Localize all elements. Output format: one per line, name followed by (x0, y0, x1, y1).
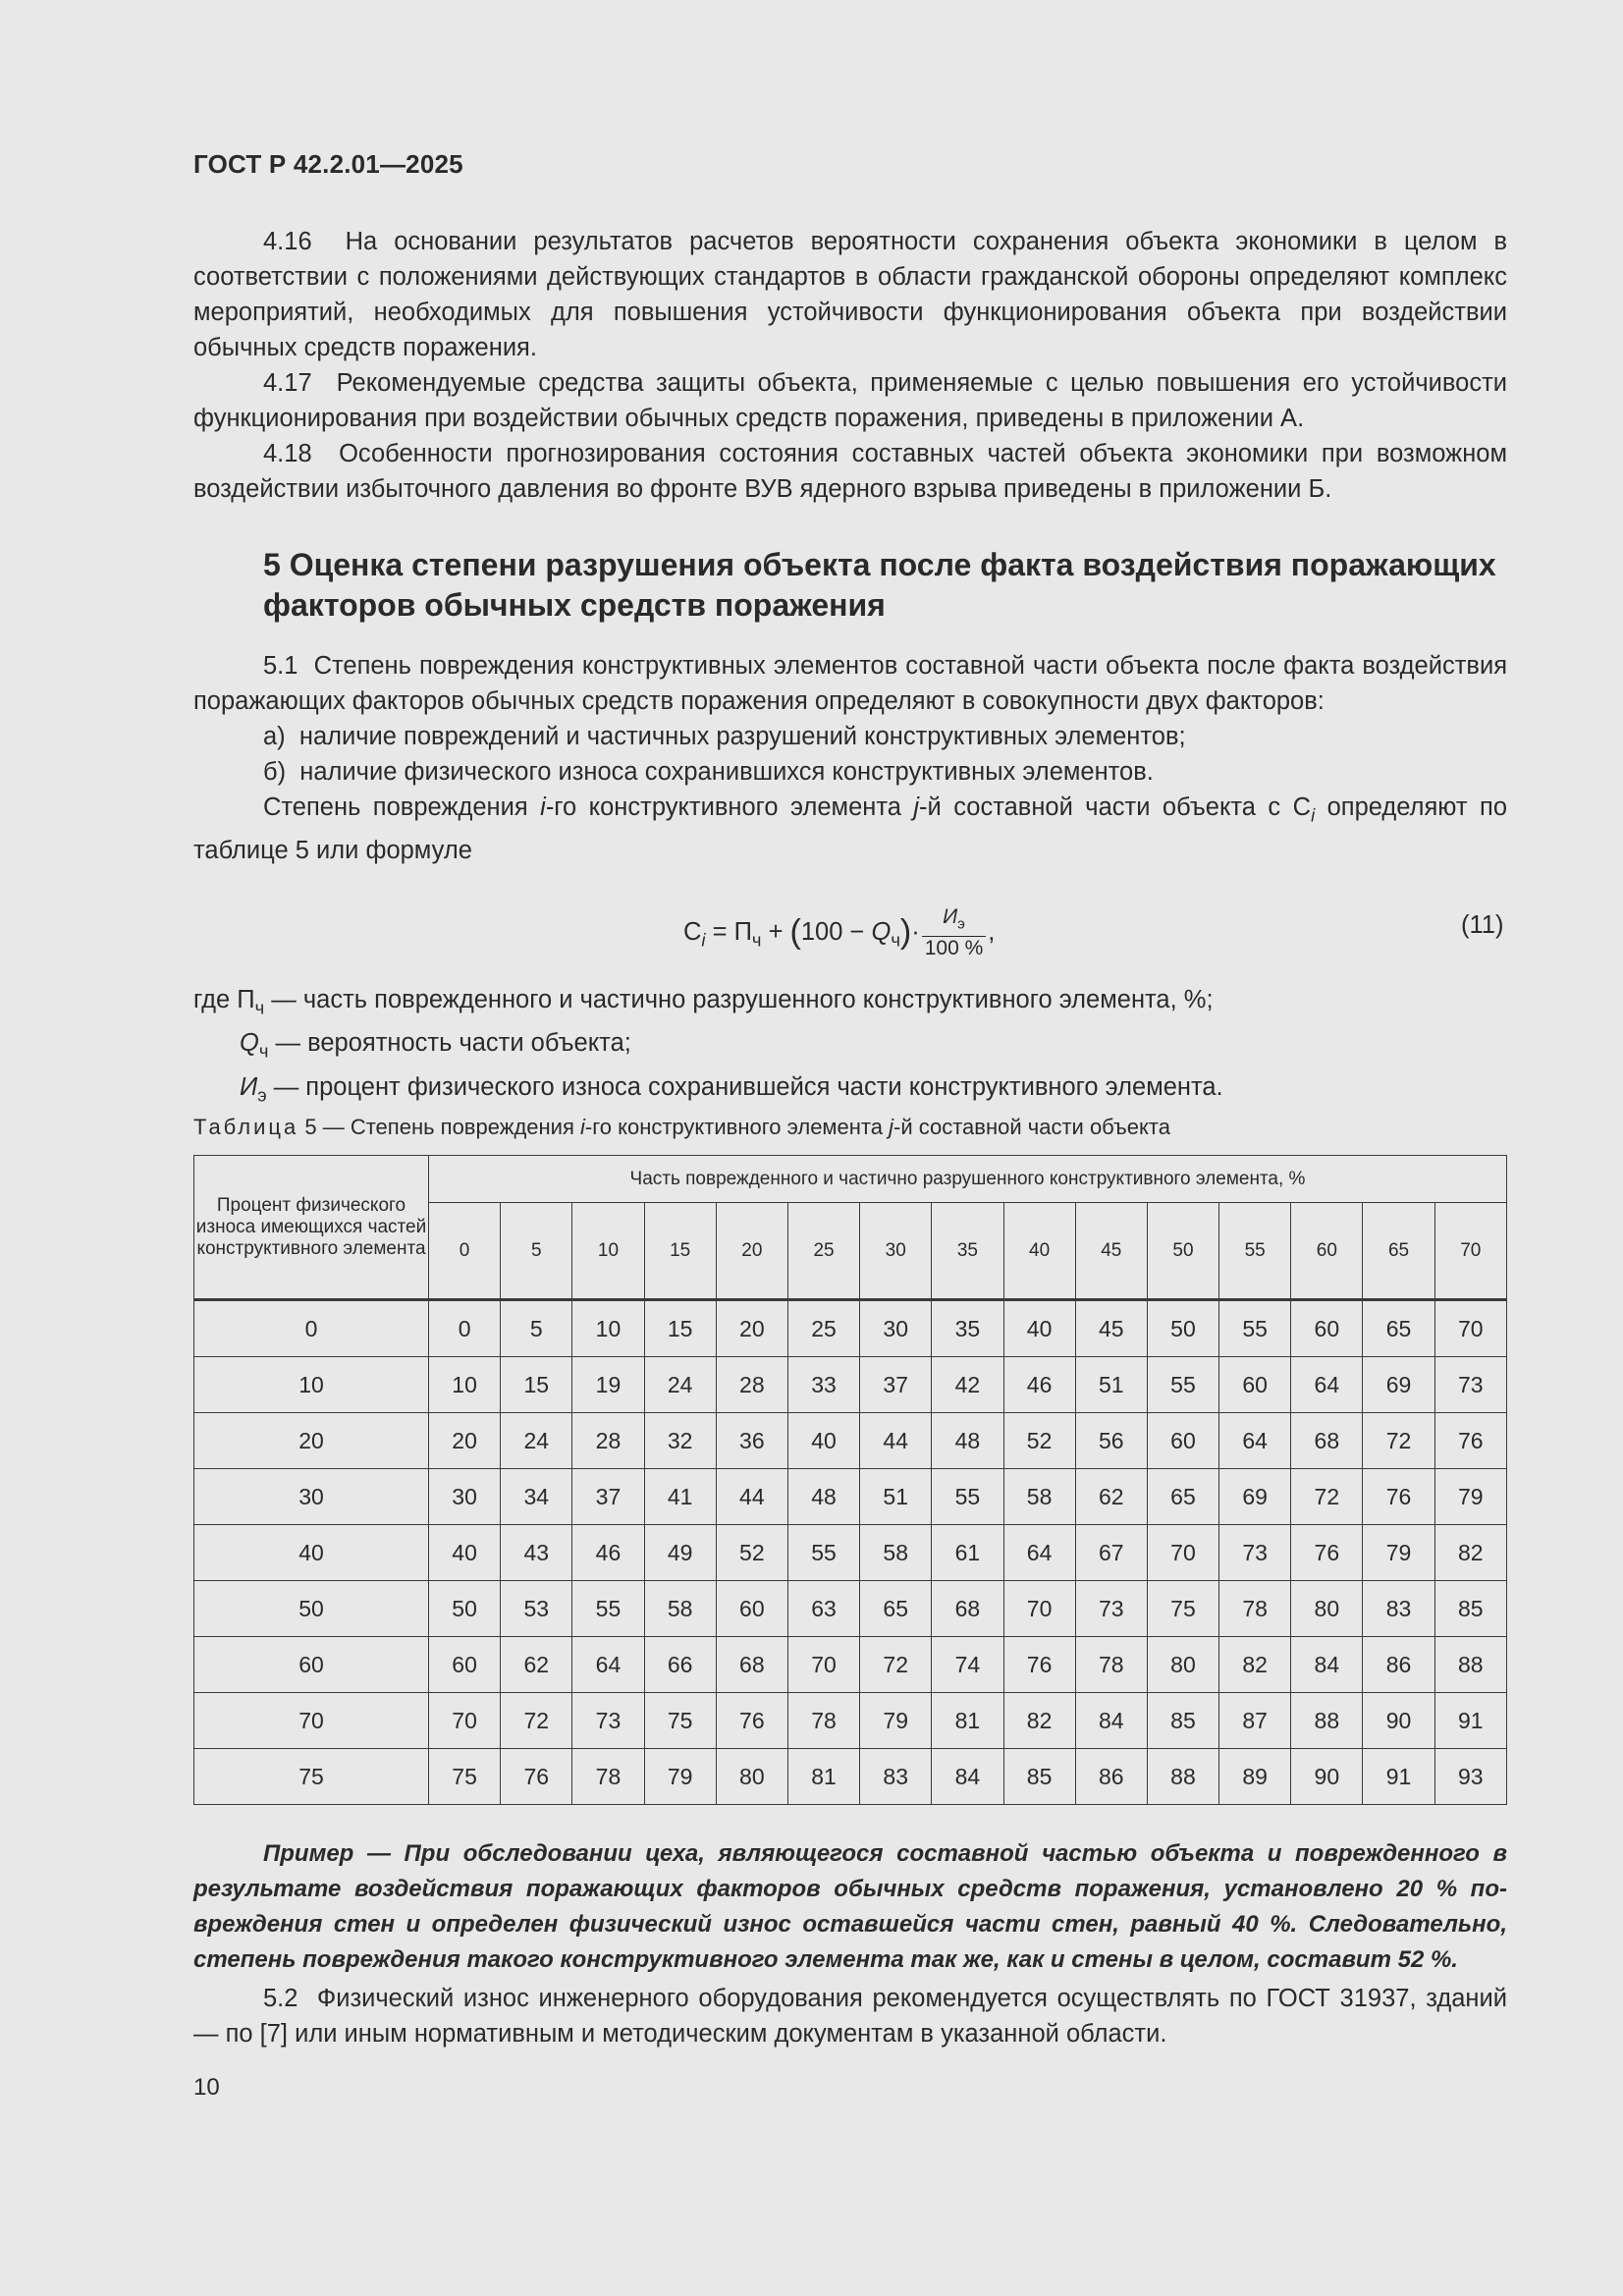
table-cell: 24 (644, 1357, 716, 1413)
paragraph-5-1: 5.1 Степень повреждения конструктивных элементов составной части объекта после факта воздействия поражающих факторов обычных средств поражения определяют в совокупности двух факторов: (193, 652, 1508, 715)
table-cell: 87 (1219, 1693, 1291, 1749)
row-label: 70 (194, 1693, 429, 1749)
table-cell: 65 (1147, 1469, 1218, 1525)
section-title: 5 Оценка степени разрушения объекта после факта воздействия поражающих факторов обычных средств поражения (263, 547, 1496, 623)
table-cell: 40 (1003, 1300, 1075, 1357)
formula-fraction: $\frac{И_э}{100 \%}$ (922, 905, 987, 960)
table-cell: 58 (860, 1525, 932, 1581)
table-cell: 93 (1434, 1749, 1506, 1805)
table-cell: 51 (1075, 1357, 1147, 1413)
table-cell: 88 (1291, 1693, 1363, 1749)
table-cell: 85 (1003, 1749, 1075, 1805)
example-note: Пример — При обследовании цеха, являющегося составной частью объекта и поврежденного в результате воздействия поражающих факторов обычных средств поражения, установлено 20 % повреждения стен и определен физический износ оставшейся части стен, равный 40 %. Следовательно, степень повреждения такого конструктивного элемента так же, как и стены в целом, составит 52 %. (193, 1840, 1507, 1973)
table-cell: 70 (1434, 1300, 1506, 1357)
table-cell: 62 (1075, 1469, 1147, 1525)
table-cell: 55 (1219, 1300, 1291, 1357)
table-cell: 76 (1291, 1525, 1363, 1581)
column-header: 0 (429, 1203, 501, 1300)
table-cell: 42 (932, 1357, 1003, 1413)
table-cell: 49 (644, 1525, 716, 1581)
table-cell: 76 (1363, 1469, 1434, 1525)
table-cell: 45 (1075, 1300, 1147, 1357)
table-cell: 58 (1003, 1469, 1075, 1525)
table-cell: 78 (1219, 1581, 1291, 1637)
table-cell: 56 (1075, 1413, 1147, 1469)
table-cell: 32 (644, 1413, 716, 1469)
formula-number: (11) (1461, 911, 1504, 939)
table-cell: 79 (860, 1693, 932, 1749)
table-cell: 19 (572, 1357, 644, 1413)
table-cell: 65 (1363, 1300, 1434, 1357)
table-cell: 55 (787, 1525, 859, 1581)
table-cell: 64 (572, 1637, 644, 1693)
table-cell: 60 (1219, 1357, 1291, 1413)
table-cell: 81 (932, 1693, 1003, 1749)
table-cell: 80 (716, 1749, 787, 1805)
table-cell: 20 (429, 1413, 501, 1469)
table-cell: 76 (1003, 1637, 1075, 1693)
table-cell: 37 (860, 1357, 932, 1413)
table-row (194, 1413, 1507, 1469)
table-cell: 63 (787, 1581, 859, 1637)
table-cell: 53 (501, 1581, 572, 1637)
table-cell: 85 (1147, 1693, 1218, 1749)
table-cell: 20 (716, 1300, 787, 1357)
table-cell: 48 (787, 1469, 859, 1525)
table-cell: 76 (716, 1693, 787, 1749)
table-cell: 84 (1291, 1637, 1363, 1693)
table-cell: 64 (1291, 1357, 1363, 1413)
row-label: 50 (194, 1581, 429, 1637)
table-cell: 80 (1291, 1581, 1363, 1637)
column-header: 65 (1363, 1203, 1434, 1300)
row-label: 75 (194, 1749, 429, 1805)
row-label: 10 (194, 1357, 429, 1413)
table-cell: 83 (860, 1749, 932, 1805)
table-cell: 66 (644, 1637, 716, 1693)
column-header: 20 (716, 1203, 787, 1300)
table-cell: 34 (501, 1469, 572, 1525)
table-cell: 24 (501, 1413, 572, 1469)
table-row (194, 1693, 1507, 1749)
table-row (194, 1525, 1507, 1581)
paragraph-4-18: 4.18 Особенности прогнозирования состояния составных частей объекта экономики при возможном воздействии избыточного давления во фронте ВУВ ядерного взрыва приведены в приложении Б. (193, 440, 1507, 503)
row-label: 30 (194, 1469, 429, 1525)
table-cell: 80 (1147, 1637, 1218, 1693)
column-header: 10 (572, 1203, 644, 1300)
paragraph-degree: Степень повреждения i-го конструктивного элемента j-й составной части объекта с $C_i$ определяют по таблице 5 или формуле (193, 793, 1508, 865)
table-cell: 52 (1003, 1413, 1075, 1469)
table-cell: 35 (932, 1300, 1003, 1357)
table-cell: 88 (1147, 1749, 1218, 1805)
table-row (194, 1581, 1507, 1637)
legend-line-p: где $П_ч$ — часть поврежденного и частично разрушенного конструктивного элемента, %; (193, 986, 1214, 1018)
column-header: 45 (1075, 1203, 1147, 1300)
paragraphs-top (193, 224, 1507, 507)
table-cell: 79 (1434, 1469, 1506, 1525)
table-cell: 72 (501, 1693, 572, 1749)
table-cell: 76 (501, 1749, 572, 1805)
table-cell: 69 (1219, 1469, 1291, 1525)
table-cell: 36 (716, 1413, 787, 1469)
section-5-body (193, 648, 1507, 868)
table-cell: 30 (429, 1469, 501, 1525)
table-cell: 55 (572, 1581, 644, 1637)
table-cell: 28 (572, 1413, 644, 1469)
table-cell: 83 (1363, 1581, 1434, 1637)
table-cell: 15 (501, 1357, 572, 1413)
column-header: 15 (644, 1203, 716, 1300)
table-cell: 52 (716, 1525, 787, 1581)
table-cell: 86 (1363, 1637, 1434, 1693)
list-item-a: а) наличие повреждений и частичных разрушений конструктивных элементов; (263, 723, 1186, 750)
table-cell: 68 (932, 1581, 1003, 1637)
table-cell: 61 (932, 1525, 1003, 1581)
column-header: 55 (1219, 1203, 1291, 1300)
table-cell: 70 (787, 1637, 859, 1693)
column-header: 50 (1147, 1203, 1218, 1300)
table-cell: 55 (1147, 1357, 1218, 1413)
table-cell: 58 (644, 1581, 716, 1637)
table-cell: 70 (429, 1693, 501, 1749)
table-cell: 60 (1291, 1300, 1363, 1357)
table-cell: 75 (429, 1749, 501, 1805)
column-header: 35 (932, 1203, 1003, 1300)
table-cell: 25 (787, 1300, 859, 1357)
table-cell: 72 (860, 1637, 932, 1693)
table-cell: 65 (860, 1581, 932, 1637)
table-cell: 67 (1075, 1525, 1147, 1581)
paragraph-5-2: 5.2 Физический износ инженерного оборудования рекомендуется осуществлять по ГОСТ 31937, зданий — по [7] или иным нормативным и методическим документам в указанной области. (193, 1985, 1507, 2048)
table-cell: 75 (644, 1693, 716, 1749)
table-cell: 50 (429, 1581, 501, 1637)
table-cell: 46 (572, 1525, 644, 1581)
column-header: 40 (1003, 1203, 1075, 1300)
table-cell: 60 (1147, 1413, 1218, 1469)
column-header: 25 (787, 1203, 859, 1300)
table-cell: 70 (1003, 1581, 1075, 1637)
table-cell: 82 (1219, 1637, 1291, 1693)
table-cell: 64 (1219, 1413, 1291, 1469)
table-cell: 43 (501, 1525, 572, 1581)
table-cell: 88 (1434, 1637, 1506, 1693)
document-header: ГОСТ Р 42.2.01—2025 (193, 149, 463, 179)
table-cell: 60 (716, 1581, 787, 1637)
table-cell: 75 (1147, 1581, 1218, 1637)
table-cell: 5 (501, 1300, 572, 1357)
column-group-header: Часть поврежденного и частично разрушенного конструктивного элемента, % (429, 1156, 1507, 1203)
table-cell: 73 (1219, 1525, 1291, 1581)
table-cell: 30 (860, 1300, 932, 1357)
table-cell: 62 (501, 1637, 572, 1693)
table-cell: 15 (644, 1300, 716, 1357)
table-cell: 78 (787, 1693, 859, 1749)
legend-line-q: $Q_ч$ — вероятность части объекта; (240, 1029, 631, 1062)
table-cell: 78 (572, 1749, 644, 1805)
row-label: 20 (194, 1413, 429, 1469)
table-cell: 84 (1075, 1693, 1147, 1749)
table-cell: 0 (429, 1300, 501, 1357)
table-cell: 82 (1434, 1525, 1506, 1581)
table-cell: 84 (932, 1749, 1003, 1805)
table-cell: 50 (1147, 1300, 1218, 1357)
row-label: 40 (194, 1525, 429, 1581)
table-cell: 64 (1003, 1525, 1075, 1581)
table-cell: 90 (1363, 1693, 1434, 1749)
column-header: 60 (1291, 1203, 1363, 1300)
table-cell: 40 (787, 1413, 859, 1469)
table-caption: Таблица 5 — Степень повреждения i-го конструктивного элемента j-й составной части объекта (193, 1115, 1170, 1139)
table-cell: 51 (860, 1469, 932, 1525)
paragraph-4-16: 4.16 На основании результатов расчетов вероятности сохранения объекта экономики в целом в соответствии с положениями действующих стандартов в области гражданской обороны определяют комплекс мероприятий, необходимых для повышения устойчивости функционирования объекта при воздействии обычных средств поражения. (193, 228, 1508, 361)
table-cell: 89 (1219, 1749, 1291, 1805)
damage-table (193, 1155, 1507, 1805)
table-row (194, 1749, 1507, 1805)
table-cell: 10 (572, 1300, 644, 1357)
table-cell: 79 (1363, 1525, 1434, 1581)
table-cell: 60 (429, 1637, 501, 1693)
table-cell: 72 (1291, 1469, 1363, 1525)
table-cell: 41 (644, 1469, 716, 1525)
table-cell: 44 (716, 1469, 787, 1525)
table-cell: 76 (1434, 1413, 1506, 1469)
table-cell: 10 (429, 1357, 501, 1413)
table-cell: 69 (1363, 1357, 1434, 1413)
table-cell: 70 (1147, 1525, 1218, 1581)
table-cell: 44 (860, 1413, 932, 1469)
table-cell: 91 (1363, 1749, 1434, 1805)
table-cell: 91 (1434, 1693, 1506, 1749)
table-cell: 78 (1075, 1637, 1147, 1693)
page-number: 10 (193, 2074, 220, 2101)
formula-11: $C_i = П_ч + (100 - Q_ч)\cdot$ $\frac{И_э}{100 \%}$ , (683, 905, 996, 960)
table-cell: 74 (932, 1637, 1003, 1693)
table-cell: 55 (932, 1469, 1003, 1525)
table-cell: 68 (1291, 1413, 1363, 1469)
table-row (194, 1637, 1507, 1693)
table-row (194, 1300, 1507, 1357)
table-cell: 79 (644, 1749, 716, 1805)
table-row (194, 1357, 1507, 1413)
row-label: 0 (194, 1300, 429, 1357)
table-cell: 73 (1075, 1581, 1147, 1637)
table-cell: 37 (572, 1469, 644, 1525)
table-cell: 28 (716, 1357, 787, 1413)
table-cell: 33 (787, 1357, 859, 1413)
formula-legend (193, 982, 1507, 1113)
table-cell: 73 (572, 1693, 644, 1749)
table-cell: 81 (787, 1749, 859, 1805)
row-header: Процент физического износа имеющихся частей конструктивного элемента (194, 1156, 429, 1300)
table-cell: 48 (932, 1413, 1003, 1469)
list-item-b: б) наличие физического износа сохранившихся конструктивных элементов. (263, 758, 1154, 786)
table-cell: 90 (1291, 1749, 1363, 1805)
table-cell: 82 (1003, 1693, 1075, 1749)
table-cell: 86 (1075, 1749, 1147, 1805)
table-cell: 40 (429, 1525, 501, 1581)
row-label: 60 (194, 1637, 429, 1693)
table-cell: 85 (1434, 1581, 1506, 1637)
table-cell: 46 (1003, 1357, 1075, 1413)
column-header: 5 (501, 1203, 572, 1300)
table-row (194, 1469, 1507, 1525)
table-cell: 72 (1363, 1413, 1434, 1469)
table-cell: 73 (1434, 1357, 1506, 1413)
paragraph-4-17: 4.17 Рекомендуемые средства защиты объекта, применяемые с целью повышения его устойчивости функционирования при воздействии обычных средств поражения, приведены в приложении А. (193, 369, 1507, 432)
column-header: 30 (860, 1203, 932, 1300)
column-header: 70 (1434, 1203, 1506, 1300)
legend-line-i: $И_э$ — процент физического износа сохранившейся части конструктивного элемента. (240, 1072, 1223, 1106)
table-cell: 68 (716, 1637, 787, 1693)
